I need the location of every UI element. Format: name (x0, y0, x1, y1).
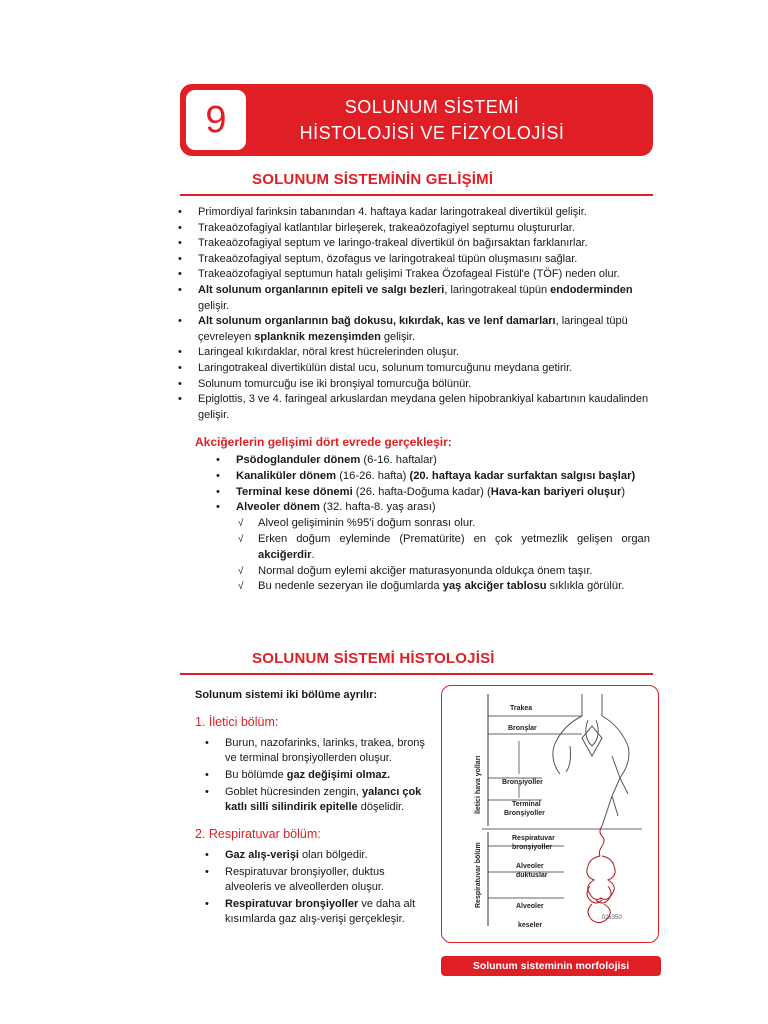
text: ve daha alt kısımlarda gaz alış-verişi gerçekleşir. (225, 898, 416, 925)
text: (32. hafta-8. yaş arası) (319, 501, 436, 514)
section-divider (180, 673, 653, 675)
list-item (176, 283, 654, 314)
label-bronsiyoller: Bronşiyoller (502, 779, 543, 786)
text: Trakeaözofagiyal katlantılar birleşerek, trakeaözofagiyel septumu oluştururlar. (198, 221, 575, 234)
text: Primordiyal farinksin tabanından 4. haftaya kadar laringotrakeal divertikül gelişir. (198, 206, 587, 218)
bold-text: akciğerdir (258, 548, 312, 561)
label-terminal-2: Bronşiyoller (504, 810, 545, 817)
list-item (203, 785, 427, 815)
list-item (236, 532, 650, 564)
list-item (236, 564, 650, 580)
text: (16-26. hafta) (336, 469, 410, 482)
figure-caption: Solunum sisteminin morfolojisi (441, 956, 661, 976)
part2-title: 2. Respiratuvar bölüm: (195, 827, 321, 841)
text: Trakeaözofagiyal septum, özofagus ve laringotrakeal tüpün oluşmasını sağlar. (198, 252, 578, 265)
chapter-number: 9 (186, 90, 246, 150)
text: Respiratuvar bronşiyoller, duktus alveoleris ve alveollerden oluşur. (225, 866, 385, 893)
list-item (236, 579, 650, 595)
label-alveoler-2: duktuslar (516, 872, 548, 879)
bold-text: Gaz alış-verişi (225, 849, 299, 861)
text: Normal doğum eylemi akciğer maturasyonunda oldukça önem taşır. (258, 564, 593, 577)
list-item (176, 361, 654, 377)
list-item (176, 377, 654, 393)
bold-text: gaz değişimi olmaz. (286, 769, 391, 781)
bold-text: yalancı çok katlı silli silindirik epitelle (225, 786, 422, 813)
list-item (203, 897, 427, 927)
text: Burun, nazofarinks, larinks, trakea, bronş ve terminal bronşiyollerden oluşur. (225, 737, 425, 764)
bold-text: splanknik mezenşimden (254, 330, 381, 343)
text: Bu nedenle sezeryan ile doğumlarda (258, 580, 443, 593)
text: gelişir. (198, 299, 230, 312)
bold-text: Respiratuvar bronşiyoller (225, 898, 359, 910)
part1-title: 1. İletici bölüm: (195, 715, 279, 729)
part2-list (203, 848, 427, 927)
list-item (214, 485, 650, 501)
chapter-title-line2: HİSTOLOJİSİ VE FİZYOLOJİSİ (299, 123, 565, 143)
bold-text: yaş akciğer tablosu (442, 580, 547, 593)
text: (26. hafta-Doğuma kadar) ( (352, 485, 491, 498)
label-keseler-2: keseler (518, 922, 543, 929)
list-item (203, 736, 427, 766)
list-item (214, 469, 650, 485)
list-item (203, 848, 427, 863)
list-item (176, 205, 654, 221)
text: ) (621, 485, 626, 498)
bold-text: (20. haftaya kadar surfaktan salgısı başlar) (409, 469, 636, 482)
side-label-respiratory: Respiratuvar bölüm (475, 842, 482, 908)
lung-notes-list (236, 516, 650, 595)
text: Goblet hücresinden zengin, (225, 786, 362, 798)
text: Bu bölümde (225, 769, 287, 781)
histology-text (195, 688, 427, 929)
list-item (203, 865, 427, 895)
text: , laringeal tüpü çevreleyen (198, 315, 628, 343)
list-item (203, 768, 427, 783)
text: Laringeal kıkırdaklar, nöral krest hücrelerinden oluşur. (198, 346, 460, 359)
histology-lead: Solunum sistemi iki bölüme ayrılır: (195, 689, 378, 701)
bold-text: Terminal kese dönemi (236, 485, 353, 498)
text: Epiglottis, 3 ve 4. faringeal arkuslardan meydana gelen hipobrankiyal kabartının kaudalinden gelişir. (198, 393, 649, 421)
alveoli (587, 826, 615, 923)
text: Alveol gelişiminin %95'i doğum sonrası olur. (258, 517, 476, 530)
bronchial-tree (553, 694, 629, 826)
bold-text: Alt solunum organlarının bağ dokusu, kıkırdak, kas ve lenf damarları (198, 315, 556, 328)
chapter-title-line1: SOLUNUM SİSTEMİ (344, 97, 520, 117)
bold-text: Kanaliküler dönem (236, 469, 337, 482)
list-item (176, 314, 654, 345)
figure-code: 02x350 (602, 915, 622, 921)
list-item (214, 453, 650, 469)
text: . (311, 548, 315, 561)
text: Solunum tomurcuğu ise iki bronşiyal tomurcuğa bölünür. (198, 377, 472, 390)
text: sıklıkla görülür. (546, 580, 625, 593)
text: , laringotrakeal tüpün (444, 283, 551, 296)
side-label-conducting: İletici hava yolları (475, 755, 482, 814)
chapter-title (262, 94, 602, 146)
text: Trakeaözofagiyal septum ve laringo-trakeal divertikül ön bağırsaktan farklanırlar. (198, 237, 588, 250)
list-item (176, 345, 654, 361)
section-heading-histology: SOLUNUM SİSTEMİ HİSTOLOJİSİ (252, 650, 495, 667)
text: (6-16. haftalar) (360, 454, 437, 466)
bold-text: Alt solunum organlarının epiteli ve salgı bezleri (198, 283, 445, 296)
part1-list (203, 736, 427, 815)
lung-stages-list (214, 453, 650, 516)
list-item (214, 500, 650, 516)
list-item (236, 516, 650, 532)
label-keseler: Alveoler (516, 903, 544, 910)
label-terminal: Terminal (512, 801, 541, 808)
text: olan bölgedir. (299, 849, 368, 861)
section-heading-development: SOLUNUM SİSTEMİNİN GELİŞİMİ (252, 171, 494, 188)
development-list (176, 205, 654, 423)
bold-text: endoderminden (550, 283, 633, 296)
label-trakea: Trakea (510, 705, 533, 712)
lung-stages (214, 453, 650, 595)
text: Erken doğum eyleminde (Prematürite) en çok yetmezlik gelişen organ (258, 532, 650, 545)
label-alveoler: Alveoler (516, 863, 544, 870)
label-bronslar: Bronşlar (508, 725, 537, 732)
list-item (176, 252, 654, 268)
bold-text: Psödoglanduler dönem (236, 454, 361, 466)
section-divider (180, 194, 653, 196)
text: gelişir. (380, 330, 416, 343)
text: döşelidir. (357, 801, 405, 813)
text: Trakeaözofagiyal septumun hatalı gelişimi Trakea Özofageal Fistül'e (TÖF) neden olur. (198, 268, 620, 281)
lung-stages-heading: Akciğerlerin gelişimi dört evrede gerçekleşir: (195, 435, 452, 449)
list-item (176, 392, 654, 423)
figure-frame (441, 685, 659, 943)
label-respiratuvar: Respiratuvar (512, 835, 555, 842)
list-item (176, 221, 654, 237)
airway-diagram (442, 686, 658, 942)
text: Laringotrakeal divertikülün distal ucu, solunum tomurcuğunu meydana getirir. (198, 361, 573, 374)
list-item (176, 236, 654, 252)
list-item (176, 267, 654, 283)
bold-text: Hava-kan bariyeri oluşur (490, 485, 622, 498)
bold-text: Alveoler dönem (236, 501, 320, 514)
label-respiratuvar-2: bronşiyoller (512, 844, 553, 851)
